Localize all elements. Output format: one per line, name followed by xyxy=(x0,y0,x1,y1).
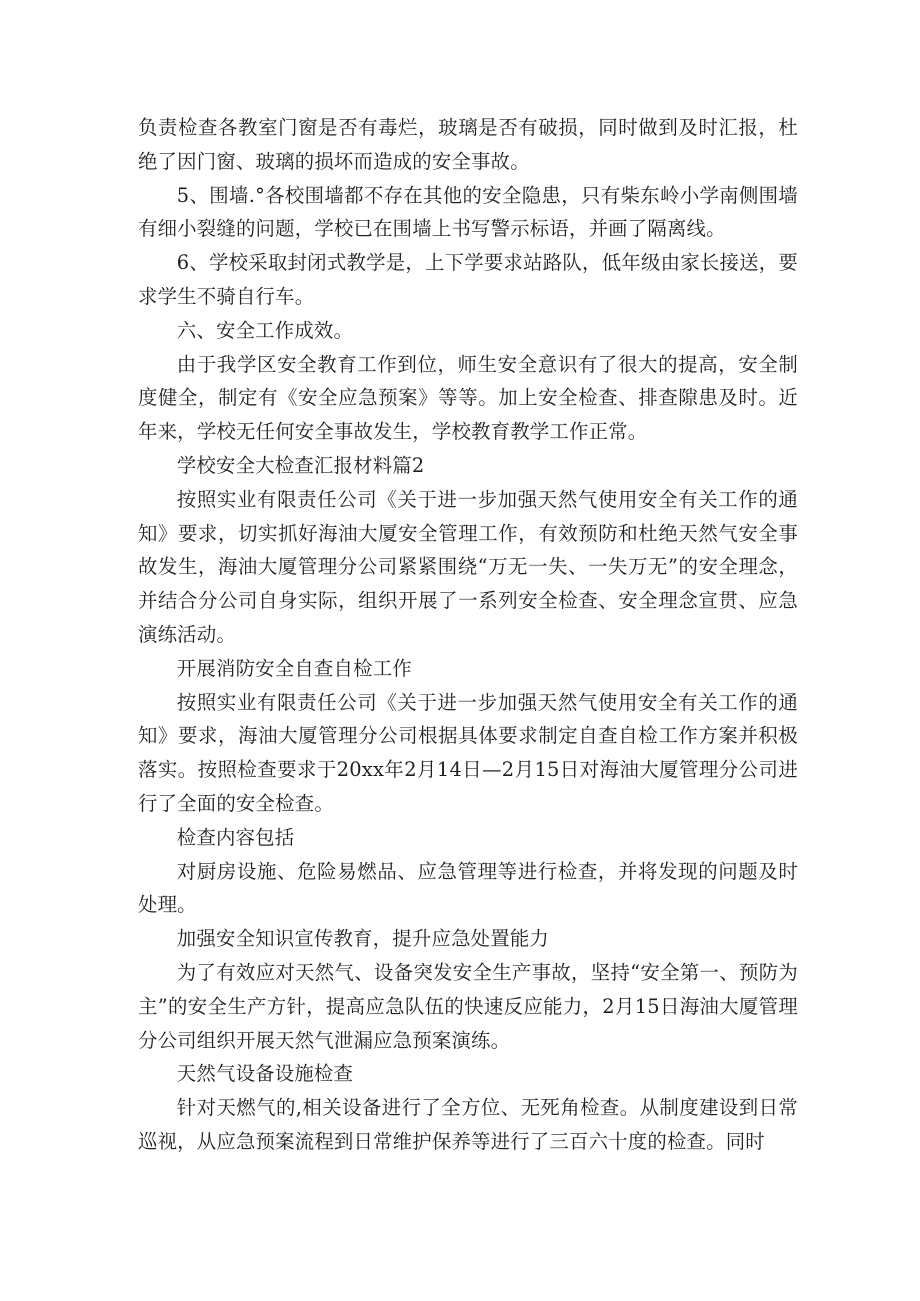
section-heading-education: 加强安全知识宣传教育，提升应急处置能力 xyxy=(176,927,550,951)
paragraph-results: 由于我学区安全教育工作到位，师生安全意识有了很大的提高，安全制度健全，制定有《安全应急预案》等等。加上安全检查、排查隙患及时。近年来，学校无任何安全事故发生，学校教育教学工作正常。 xyxy=(138,352,798,444)
paragraph-gas-notice: 按照实业有限责任公司《关于进一步加强天然气使用安全有关工作的通知》要求，切实抓好海油大厦安全管理工作，有效预防和杜绝天然气安全事故发生，海油大厦管理分公司紧紧围绕“万无一失、一失万无”的安全理念，并结合分公司自身实际，组织开展了一系列安全检查、安全理念宣贯、应急演练活动。 xyxy=(138,487,798,646)
section-heading-results: 六、安全工作成效。 xyxy=(176,318,354,342)
paragraph-continuation: 负责检查各教室门窗是否有毒烂，玻璃是否有破损，同时做到及时汇报，杜绝了因门窗、玻璃的损坏而造成的安全事故。 xyxy=(138,116,798,173)
section-heading-self-inspection: 开展消防安全自查自检工作 xyxy=(176,656,412,680)
paragraph-wall-safety: 5、围墙.°各校围墙都不存在其他的安全隐患，只有柴东岭小学南侧围墙有细小裂缝的问题，学校已在围墙上书写警示标语，并画了隔离线。 xyxy=(138,183,798,241)
document-body xyxy=(138,111,798,1159)
paragraph-closed-teaching: 6、学校采取封闭式教学是，上下学要求站路队，低年级由家长接送，要求学生不骑自行车。 xyxy=(138,251,798,308)
section-heading-report-2: 学校安全大检查汇报材料篇2 xyxy=(176,453,425,477)
paragraph-gas-equipment: 针对天燃气的,相关设备进行了全方位、无死角检查。从制度建设到日常巡视，从应急预案流程到日常维护保养等进行了三百六十度的检查。同时 xyxy=(138,1096,798,1153)
paragraph-self-inspection: 按照实业有限责任公司《关于进一步加强天然气使用安全有关工作的通知》要求，海油大厦管理分公司根据具体要求制定自查自检工作方案并积极落实。按照检查要求于20xx年2月14日—2月15日对海油大厦管理分公司进行了全面的安全检查。 xyxy=(138,690,798,815)
section-heading-inspection-content: 检查内容包括 xyxy=(176,825,295,849)
section-heading-gas-equipment: 天然气设备设施检查 xyxy=(176,1062,354,1086)
paragraph-inspection-content: 对厨房设施、危险易燃品、应急管理等进行检查，并将发现的问题及时处理。 xyxy=(138,859,798,917)
paragraph-education: 为了有效应对天然气、设备突发安全生产事故，坚持“安全第一、预防为主”的安全生产方针，提高应急队伍的快速反应能力，2月15日海油大厦管理分公司组织开展天然气泄漏应急预案演练。 xyxy=(138,960,798,1052)
